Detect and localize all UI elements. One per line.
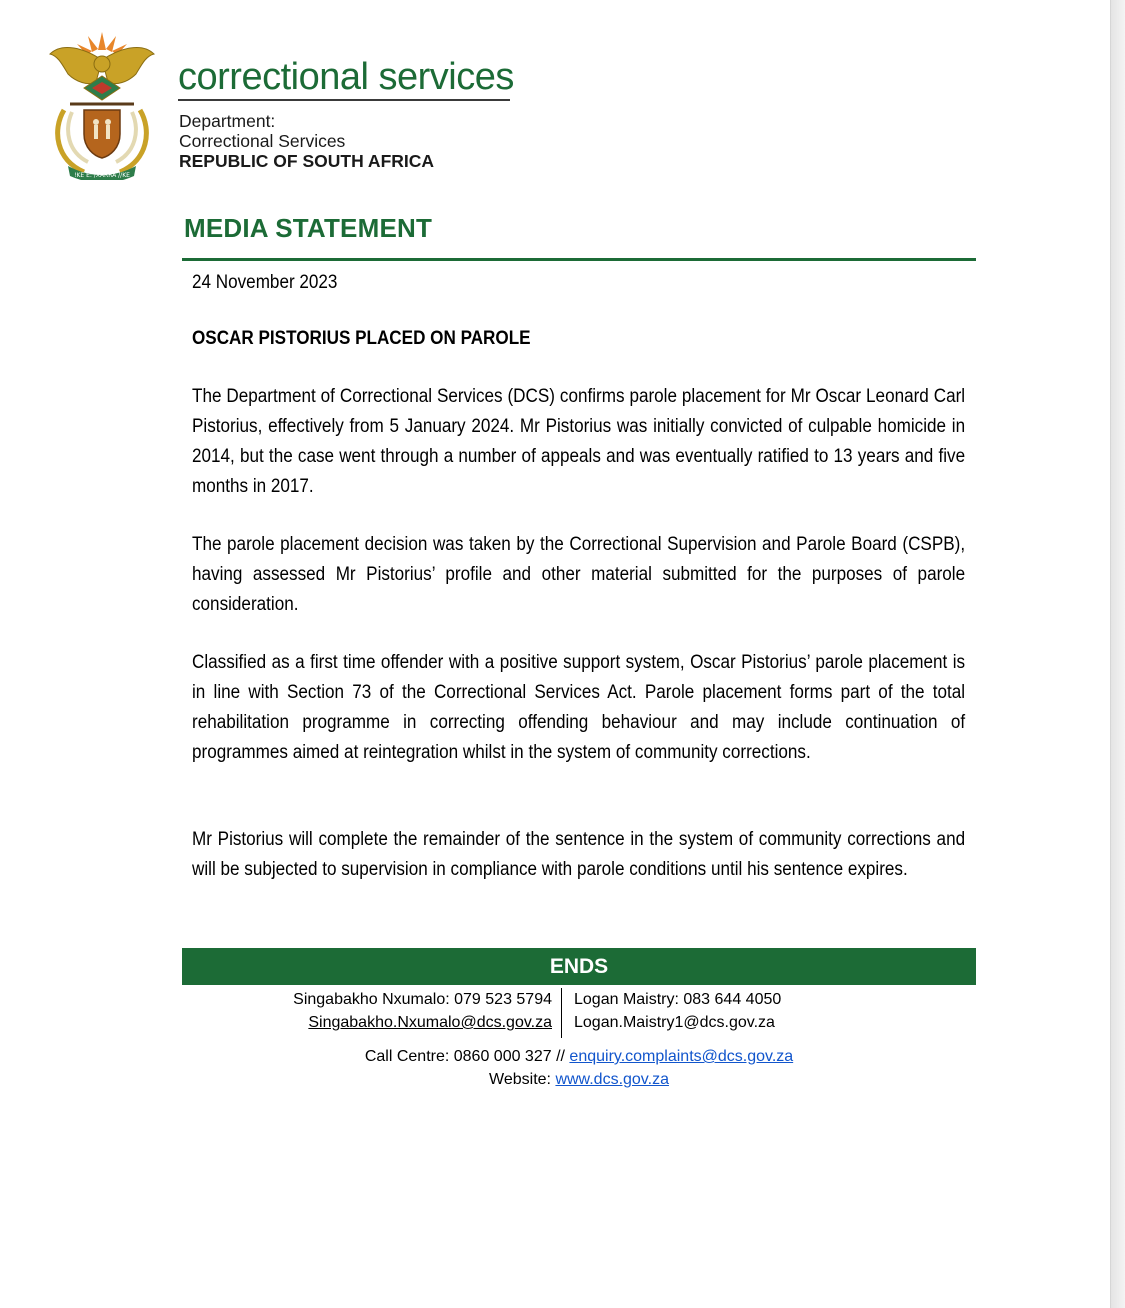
heading-rule [182, 258, 976, 261]
paragraph-2: The parole placement decision was taken by the Correctional Supervision and Parole Board (CSPB), having assessed Mr Pistorius’ profile and other material submitted for the purposes of parole consideration. [192, 534, 966, 615]
statement-date: 24 November 2023 [192, 272, 338, 293]
call-centre-email-link[interactable]: enquiry.complaints@dcs.gov.za [569, 1048, 794, 1065]
call-centre-label: Call Centre: 0860 000 327 // [364, 1048, 565, 1065]
website-line [182, 1068, 976, 1091]
paragraph-4: Mr Pistorius will complete the remainder of the sentence in the system of community corrections and will be subjected to supervision in compliance with parole conditions until his sentence expires. [192, 829, 966, 880]
brand-underline [178, 99, 510, 101]
contact-1-email-link[interactable]: Singabakho.Nxumalo@dcs.gov.za [308, 1014, 552, 1031]
contact-divider [561, 988, 562, 1038]
department-block [179, 111, 434, 171]
brand-name: correctional services [178, 56, 514, 98]
call-centre-line [182, 1045, 976, 1068]
contact-2 [574, 988, 781, 1034]
country-name: REPUBLIC OF SOUTH AFRICA [179, 151, 435, 171]
crest-motto: !KE E: /XARRA //KE [74, 172, 130, 179]
statement-headline: OSCAR PISTORIUS PLACED ON PAROLE [192, 328, 531, 349]
statement-type-heading: MEDIA STATEMENT [184, 213, 433, 243]
ends-banner: ENDS [182, 948, 976, 985]
coat-of-arms-logo [44, 30, 160, 180]
dept-name: Correctional Services [179, 131, 346, 151]
paragraph-1: The Department of Correctional Services (DCS) confirms parole placement for Mr Oscar Leonard Carl Pistorius, effectively from 5 January 2024. Mr Pistorius was initially convicted of culpable homicide in 2014, but the case went through a number of appeals and was eventually ratified to 13 years and five months in 2017. [192, 386, 966, 497]
contacts-block [182, 988, 976, 1040]
footer-lines [182, 1045, 976, 1091]
contact-2-name-phone: Logan Maistry: 083 644 4050 [574, 991, 782, 1008]
contact-1 [293, 988, 552, 1034]
page-edge [1110, 0, 1125, 1308]
contact-1-name-phone: Singabakho Nxumalo: 079 523 5794 [293, 991, 552, 1008]
website-link[interactable]: www.dcs.gov.za [555, 1071, 669, 1088]
contact-2-email: Logan.Maistry1@dcs.gov.za [574, 1014, 775, 1031]
dept-label: Department: [179, 111, 276, 131]
paragraph-3: Classified as a first time offender with a positive support system, Oscar Pistorius’ parole placement is in line with Section 73 of the Correctional Services Act. Parole placement forms part of the total rehabilitation programme in correcting offending behaviour and may include continuation of programmes aimed at reintegration whilst in the system of community corrections. [192, 652, 966, 763]
website-label: Website: [489, 1071, 551, 1088]
